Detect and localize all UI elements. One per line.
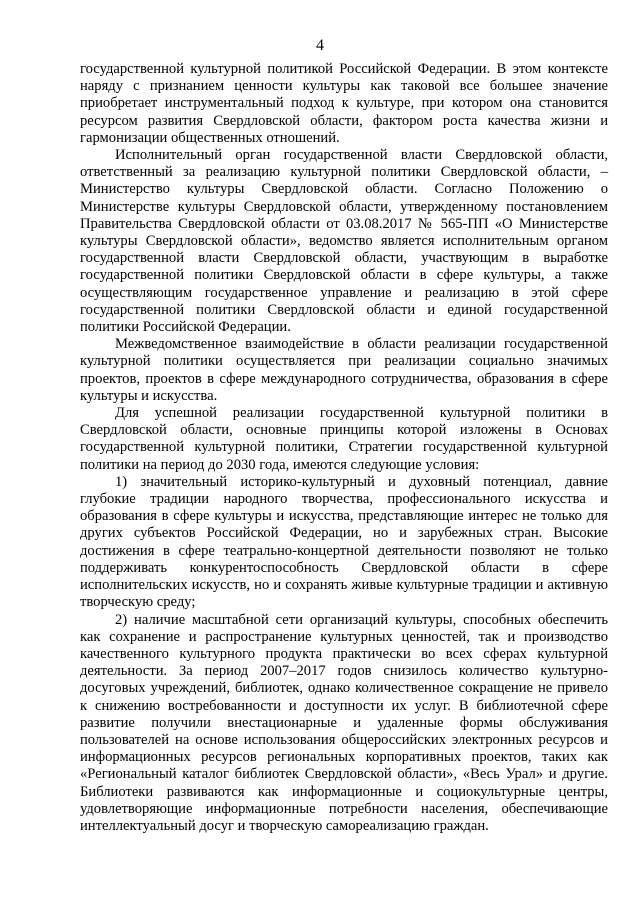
paragraph-conditions-intro: Для успешной реализации государственной культурной политики в Свердловской области, основные принципы которой изложены в Основах государственной культурной политики, Стратегии государственной культурной политики на период до 2030 года, имеются следующие условия: bbox=[80, 405, 608, 473]
paragraph-continuation: государственной культурной политикой Российской Федерации. В этом контексте наряду с признанием ценности культуры как таковой все большее значение приобретает инструментальный подход к культуре, при котором она становится ресурсом развития Свердловской области, фактором роста качества жизни и гармонизации общественных отношений. bbox=[80, 61, 608, 146]
document-body bbox=[80, 61, 608, 835]
page-number: 4 bbox=[316, 37, 324, 54]
paragraph-ministry: Исполнительный орган государственной власти Свердловской области, ответственный за реализацию культурной политики Свердловской области, – Министерство культуры Свердловской области. Согласно Положению о Министерстве культуры Свердловской области, утвержденному постановлением Правительства Свердловской области от 03.08.2017 № 565-ПП «О Министерстве культуры Свердловской области», ведомство является исполнительным органом государственной власти Свердловской области, участвующим в выработке государственной политики Свердловской области в сфере культуры, а также осуществляющим государственное управление и реализацию в этой сфере государственной политики Свердловской области и единой государственной политики Российской Федерации. bbox=[80, 147, 608, 336]
paragraph-condition-1: 1) значительный историко-культурный и духовный потенциал, давние глубокие традиции народного творчества, профессионального искусства и образования в сфере культуры и искусства, представляющие интерес не только для других субъектов Российской Федерации, но и зарубежных стран. Высокие достижения в сфере театрально-концертной деятельности позволяют не только поддерживать конкурентоспособность Свердловской области в сфере исполнительских искусств, но и сохранять живые культурные традиции и активную творческую среду; bbox=[80, 473, 608, 611]
paragraph-interagency: Межведомственное взаимодействие в области реализации государственной культурной политики осуществляется при реализации социально значимых проектов, проектов в сфере международного сотрудничества, образования в сфере культуры и искусства. bbox=[80, 336, 608, 404]
paragraph-condition-2: 2) наличие масштабной сети организаций культуры, способных обеспечить как сохранение и распространение культурных ценностей, так и производство качественного культурного продукта практически во всех сферах культурной деятельности. За период 2007–2017 годов снизилось количество культурно-досуговых учреждений, библиотек, однако количественное сокращение не привело к снижению востребованности и доступности их услуг. В библиотечной сфере развитие получили внестационарные и удаленные формы обслуживания пользователей на основе использования общероссийских электронных ресурсов и информационных ресурсов региональных корпоративных проектов, таких как «Региональный каталог библиотек Свердловской области», «Весь Урал» и другие. Библиотеки развиваются как информационные и социокультурные центры, удовлетворяющие информационные потребности населения, обеспечивающие интеллектуальный досуг и творческую самореализацию граждан. bbox=[80, 611, 608, 834]
